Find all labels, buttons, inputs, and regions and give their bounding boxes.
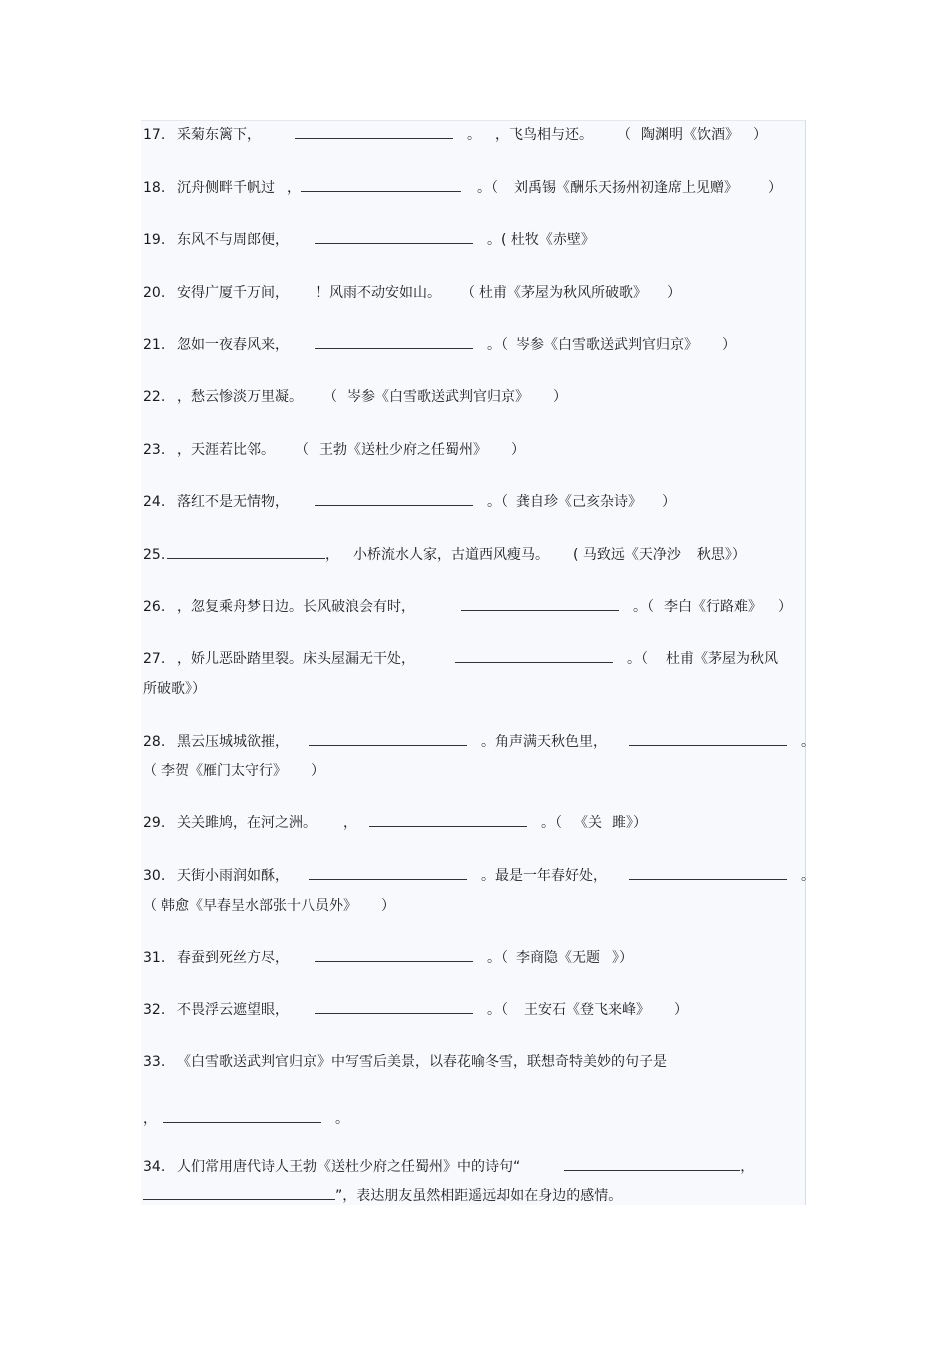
question-text: 18.	[143, 180, 166, 196]
question-text: 21.	[143, 337, 166, 353]
question-text: ）	[381, 898, 395, 914]
question-text: 。	[467, 127, 481, 143]
question-text: 28.	[143, 734, 166, 750]
question-30-line-2	[143, 896, 395, 916]
question-text: 韩愈《早春呈水部张十八员外》	[161, 898, 357, 914]
question-25-line-1	[143, 545, 746, 565]
question-text: 小桥流水人家，古道西风瘦马。	[353, 547, 549, 563]
question-text: 所破歌》）	[143, 681, 206, 697]
question-20-line-1	[143, 283, 681, 303]
answer-blank[interactable]	[143, 1186, 335, 1200]
answer-blank[interactable]	[295, 125, 453, 139]
question-28-line-2	[143, 761, 325, 781]
question-text: ，天涯若比邻。	[177, 442, 275, 458]
question-text: 落红不是无情物，	[177, 494, 289, 510]
question-34-line-2	[143, 1186, 622, 1206]
question-text: 陶渊明《饮酒》	[641, 127, 739, 143]
question-22-line-1	[143, 387, 567, 407]
question-text: 东风不与周郎便，	[177, 232, 289, 248]
question-text: 。（	[487, 950, 508, 966]
question-text: ”，表达朋友虽然相距遥远却如在身边的感情。	[335, 1188, 623, 1204]
question-text: 岑参《白雪歌送武判官归京》	[347, 389, 529, 405]
question-text: 29.	[143, 815, 166, 831]
question-text: 人们常用唐代诗人王勃《送杜少府之任蜀州》中的诗句“	[177, 1159, 521, 1175]
question-24-line-1	[143, 492, 676, 512]
answer-blank[interactable]	[309, 732, 467, 746]
question-text: （	[143, 763, 157, 779]
question-text: 李贺《雁门太守行》	[161, 763, 287, 779]
question-text: ）	[662, 494, 676, 510]
question-text: 。	[335, 1111, 349, 1127]
question-28-line-1	[143, 732, 815, 752]
question-text: ，	[343, 815, 357, 831]
answer-blank[interactable]	[461, 597, 619, 611]
question-text: 关关雎鸠，在河之洲。	[177, 815, 317, 831]
question-text: ）	[674, 1002, 688, 1018]
question-text: ！风雨不动安如山。	[315, 285, 441, 301]
answer-blank[interactable]	[315, 948, 473, 962]
answer-blank[interactable]	[315, 335, 473, 349]
question-text: 。（	[487, 494, 508, 510]
question-23-line-1	[143, 440, 525, 460]
question-17-line-1	[143, 125, 767, 145]
question-text: ，飞鸟相与还。	[495, 127, 593, 143]
question-text: 。（	[487, 1002, 508, 1018]
question-text: 雎》）	[612, 815, 647, 831]
question-text: 30.	[143, 868, 166, 884]
question-text: ）	[667, 285, 681, 301]
question-text: 。（	[477, 180, 498, 196]
question-text: 。最是一年春好处，	[481, 868, 607, 884]
question-text: 25.	[143, 547, 166, 563]
question-text: ）	[778, 599, 792, 615]
question-text: 24.	[143, 494, 166, 510]
question-text: 。（	[541, 815, 562, 831]
question-text: 22.	[143, 389, 166, 405]
question-text: 23.	[143, 442, 166, 458]
question-text: 忽如一夜春风来，	[177, 337, 289, 353]
question-32-line-1	[143, 1000, 688, 1020]
question-33-line-2	[143, 1109, 349, 1129]
question-text: 。（	[627, 651, 648, 667]
question-text: ，	[287, 180, 301, 196]
question-text: ( 马致远《天净沙	[573, 547, 681, 563]
answer-blank[interactable]	[315, 230, 473, 244]
question-text: 》）	[612, 950, 633, 966]
question-text: （	[143, 898, 157, 914]
answer-blank[interactable]	[309, 866, 467, 880]
question-text: 岑参《白雪歌送武判官归京》	[516, 337, 698, 353]
question-text: ，	[325, 547, 339, 563]
answer-blank[interactable]	[564, 1157, 740, 1171]
question-27-line-2	[143, 679, 206, 699]
question-text: 秋思》）	[696, 547, 746, 563]
question-text: ）	[311, 763, 325, 779]
question-text: 33.	[143, 1054, 166, 1070]
answer-blank[interactable]	[629, 732, 787, 746]
question-text: （	[617, 127, 631, 143]
answer-blank[interactable]	[301, 178, 461, 192]
question-21-line-1	[143, 335, 736, 355]
answer-blank[interactable]	[167, 545, 325, 559]
question-text: 34.	[143, 1159, 166, 1175]
question-26-line-1	[143, 597, 792, 617]
question-text: 杜甫《茅屋为秋风所破歌》	[479, 285, 647, 301]
question-text: 刘禹锡《酬乐天扬州初逢席上见赠》	[514, 180, 738, 196]
question-text: 李白《行路难》	[664, 599, 762, 615]
answer-blank[interactable]	[163, 1109, 321, 1123]
answer-blank[interactable]	[629, 866, 787, 880]
question-text: ，娇儿恶卧踏里裂。床头屋漏无干处，	[177, 651, 415, 667]
question-text: （	[295, 442, 309, 458]
question-text: 。	[801, 734, 815, 750]
question-31-line-1	[143, 948, 633, 968]
question-text: 。( 杜牧《赤壁》	[487, 232, 595, 248]
question-text: 26.	[143, 599, 166, 615]
question-text: 《关	[574, 815, 602, 831]
question-text: 不畏浮云遮望眼，	[177, 1002, 289, 1018]
question-text: ）	[722, 337, 736, 353]
question-text: ，	[740, 1159, 755, 1175]
question-text: 17.	[143, 127, 166, 143]
question-text: 沉舟侧畔千帆过	[177, 180, 275, 196]
question-text: ）	[553, 389, 567, 405]
question-text: 。（	[633, 599, 654, 615]
answer-blank[interactable]	[455, 649, 613, 663]
question-text: 王安石《登飞来峰》	[524, 1002, 650, 1018]
question-text: ，愁云惨淡万里凝。	[177, 389, 303, 405]
question-33-line-1	[143, 1052, 667, 1072]
question-18-line-1	[143, 178, 782, 198]
question-29-line-1	[143, 813, 647, 833]
answer-blank[interactable]	[315, 1000, 473, 1014]
question-text: 杜甫《茅屋为秋风	[666, 651, 778, 667]
question-text: 王勃《送杜少府之任蜀州》	[319, 442, 487, 458]
question-text: 采菊东篱下，	[177, 127, 261, 143]
question-text: 32.	[143, 1002, 166, 1018]
question-text: ）	[753, 127, 767, 143]
answer-blank[interactable]	[369, 813, 527, 827]
question-text: 。	[801, 868, 815, 884]
question-text: 31.	[143, 950, 166, 966]
question-text: 李商隐《无题	[516, 950, 600, 966]
question-text: （	[323, 389, 337, 405]
question-text: 19.	[143, 232, 166, 248]
question-text: 黑云压城城欲摧，	[177, 734, 289, 750]
question-text: ，忽复乘舟梦日边。长风破浪会有时，	[177, 599, 415, 615]
question-text: ，	[143, 1111, 157, 1127]
question-text: ）	[511, 442, 525, 458]
question-text: 安得广厦千万间，	[177, 285, 289, 301]
question-text: 20.	[143, 285, 166, 301]
question-text: 龚自珍《己亥杂诗》	[516, 494, 642, 510]
question-text: 天街小雨润如酥，	[177, 868, 289, 884]
question-text: 春蚕到死丝方尽，	[177, 950, 289, 966]
question-text: 。（	[487, 337, 508, 353]
question-text: 27.	[143, 651, 166, 667]
question-34-line-1	[143, 1157, 754, 1177]
question-27-line-1	[143, 649, 778, 669]
question-text: （	[461, 285, 475, 301]
answer-blank[interactable]	[315, 492, 473, 506]
question-30-line-1	[143, 866, 815, 886]
question-text: 《白雪歌送武判官归京》中写雪后美景，以春花喻冬雪，联想奇特美妙的句子是	[177, 1054, 667, 1070]
question-text: 。角声满天秋色里，	[481, 734, 607, 750]
question-19-line-1	[143, 230, 595, 250]
question-text: ）	[768, 180, 782, 196]
